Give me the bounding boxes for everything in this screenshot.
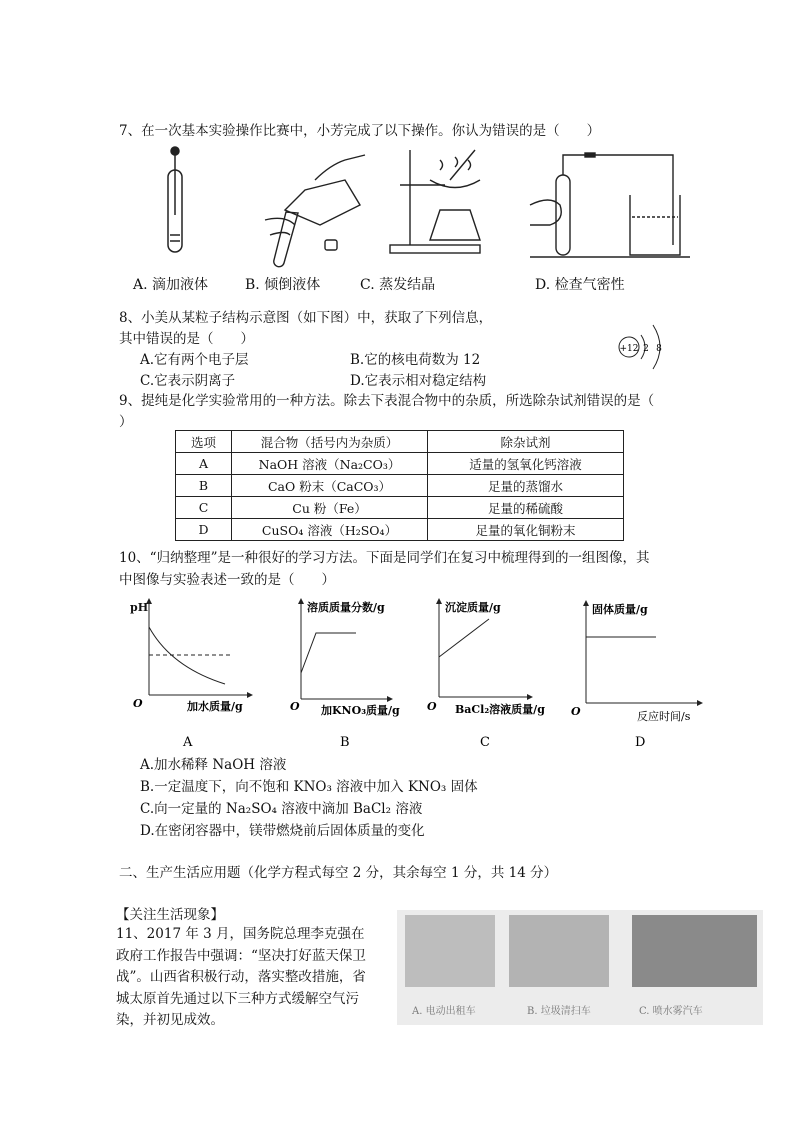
- graph-d-origin: O: [571, 705, 581, 718]
- q8-option-b: B.它的核电荷数为 12: [350, 352, 481, 368]
- photo-caption-a: A. 电动出租车: [412, 1006, 476, 1017]
- q8-option-c: C.它表示阴离子: [140, 373, 236, 389]
- shell1-electrons: 2: [643, 344, 649, 354]
- header-reagent: 除杂试剂: [428, 431, 624, 453]
- photo-caption-b: B. 垃圾清扫车: [527, 1006, 591, 1017]
- graph-a-label: A: [183, 735, 193, 750]
- cell-mixture: NaOH 溶液（Na₂CO₃）: [232, 453, 428, 475]
- q7-apparatus-figures: [130, 145, 690, 270]
- atom-structure-diagram: [615, 320, 675, 370]
- graph-d: [586, 603, 700, 703]
- garbage-truck-photo: [509, 915, 609, 987]
- graph-b-origin: O: [290, 700, 300, 713]
- cell-reagent: 适量的氢氧化钙溶液: [428, 453, 624, 475]
- cell-mixture: CuSO₄ 溶液（H₂SO₄）: [232, 519, 428, 541]
- q9-stem-line1: 9、提纯是化学实验常用的一种方法。除去下表混合物中的杂质，所选除杂试剂错误的是（: [119, 393, 655, 409]
- q10-option-c: C.向一定量的 Na₂SO₄ 溶液中滴加 BaCl₂ 溶液: [140, 801, 423, 817]
- vehicles-photo: [397, 910, 763, 1025]
- cell-option: D: [176, 519, 232, 541]
- q9-table: [175, 430, 624, 541]
- cell-mixture: CaO 粉末（CaCO₃）: [232, 475, 428, 497]
- q10-graphs: [125, 595, 705, 755]
- graph-d-ylabel: 固体质量/g: [592, 603, 648, 616]
- q8-option-d: D.它表示相对稳定结构: [350, 373, 487, 389]
- section2-subhead: 【关注生活现象】: [116, 907, 224, 923]
- airtightness-check-icon: [530, 153, 690, 257]
- cell-option: B: [176, 475, 232, 497]
- table-row: [176, 497, 624, 519]
- graph-b: [301, 601, 390, 699]
- q10-option-d: D.在密闭容器中，镁带燃烧前后固体质量的变化: [140, 823, 425, 839]
- table-header-row: [176, 431, 624, 453]
- graph-a: [149, 601, 250, 695]
- q10-stem-line1: 10、“归纳整理”是一种很好的学习方法。下面是同学们在复习中梳理得到的一组图像，其: [119, 550, 650, 566]
- graph-c: [439, 601, 530, 697]
- q7-option-d: D. 检查气密性: [535, 277, 625, 293]
- pouring-hands-icon: [265, 155, 365, 267]
- cell-option: A: [176, 453, 232, 475]
- cell-reagent: 足量的稀硫酸: [428, 497, 624, 519]
- q7-stem: 7、在一次基本实验操作比赛中，小芳完成了以下操作。你认为错误的是（ ）: [119, 123, 601, 139]
- q7-option-a: A. 滴加液体: [133, 277, 209, 293]
- q9-stem-line2: ）: [119, 414, 133, 430]
- dropper-tube-icon: [168, 147, 182, 252]
- table-row: [176, 519, 624, 541]
- nucleus-charge: +12: [619, 344, 639, 354]
- graph-c-origin: O: [427, 700, 437, 713]
- graph-b-ylabel: 溶质质量分数/g: [307, 601, 385, 614]
- shell2-electrons: 8: [656, 344, 662, 354]
- q7-option-c: C. 蒸发结晶: [360, 277, 436, 293]
- solute-fraction-line: [301, 633, 356, 673]
- graph-a-xlabel: 加水质量/g: [187, 700, 243, 713]
- cell-option: C: [176, 497, 232, 519]
- graph-c-label: C: [480, 735, 490, 750]
- graph-a-ylabel: pH: [130, 601, 149, 614]
- q8-option-a: A.它有两个电子层: [140, 352, 249, 368]
- cell-mixture: Cu 粉（Fe）: [232, 497, 428, 519]
- photo-caption-c: C. 喷水雾汽车: [639, 1006, 703, 1017]
- q8-stem-line2: 其中错误的是（ ）: [119, 331, 254, 347]
- q8-stem-line1: 8、小美从某粒子结构示意图（如下图）中，获取了下列信息，: [119, 310, 493, 326]
- graph-a-origin: O: [133, 697, 143, 710]
- q7-option-b: B. 倾倒液体: [245, 277, 321, 293]
- graph-c-xlabel: BaCl₂溶液质量/g: [455, 703, 545, 716]
- header-mixture: 混合物（括号内为杂质）: [232, 431, 428, 453]
- q10-option-b: B.一定温度下，向不饱和 KNO₃ 溶液中加入 KNO₃ 固体: [140, 779, 478, 795]
- mist-truck-photo: [632, 915, 757, 987]
- graph-d-xlabel: 反应时间/s: [637, 710, 691, 723]
- q10-option-a: A.加水稀释 NaOH 溶液: [140, 757, 287, 773]
- cell-reagent: 足量的蒸馏水: [428, 475, 624, 497]
- header-option: 选项: [176, 431, 232, 453]
- q10-stem-line2: 中图像与实验表述一致的是（ ）: [119, 572, 335, 588]
- graph-b-label: B: [340, 735, 350, 750]
- table-row: [176, 475, 624, 497]
- cell-reagent: 足量的氧化铜粉末: [428, 519, 624, 541]
- electric-taxi-photo: [405, 915, 495, 987]
- precipitate-line: [439, 619, 489, 657]
- graph-c-ylabel: 沉淀质量/g: [445, 601, 501, 614]
- section2-title: 二、生产生活应用题（化学方程式每空 2 分，其余每空 1 分，共 14 分）: [119, 865, 558, 881]
- graph-b-xlabel: 加KNO₃质量/g: [321, 704, 400, 717]
- evaporation-stand-icon: [390, 150, 480, 253]
- graph-d-label: D: [635, 735, 646, 750]
- table-row: [176, 453, 624, 475]
- q11-text: 11、2017 年 3 月，国务院总理李克强在政府工作报告中强调：“坚决打好蓝天保卫战”。山西省积极行动，落实整改措施，省城太原首先通过以下三种方式缓解空气污染，并初见成效。: [116, 926, 366, 1028]
